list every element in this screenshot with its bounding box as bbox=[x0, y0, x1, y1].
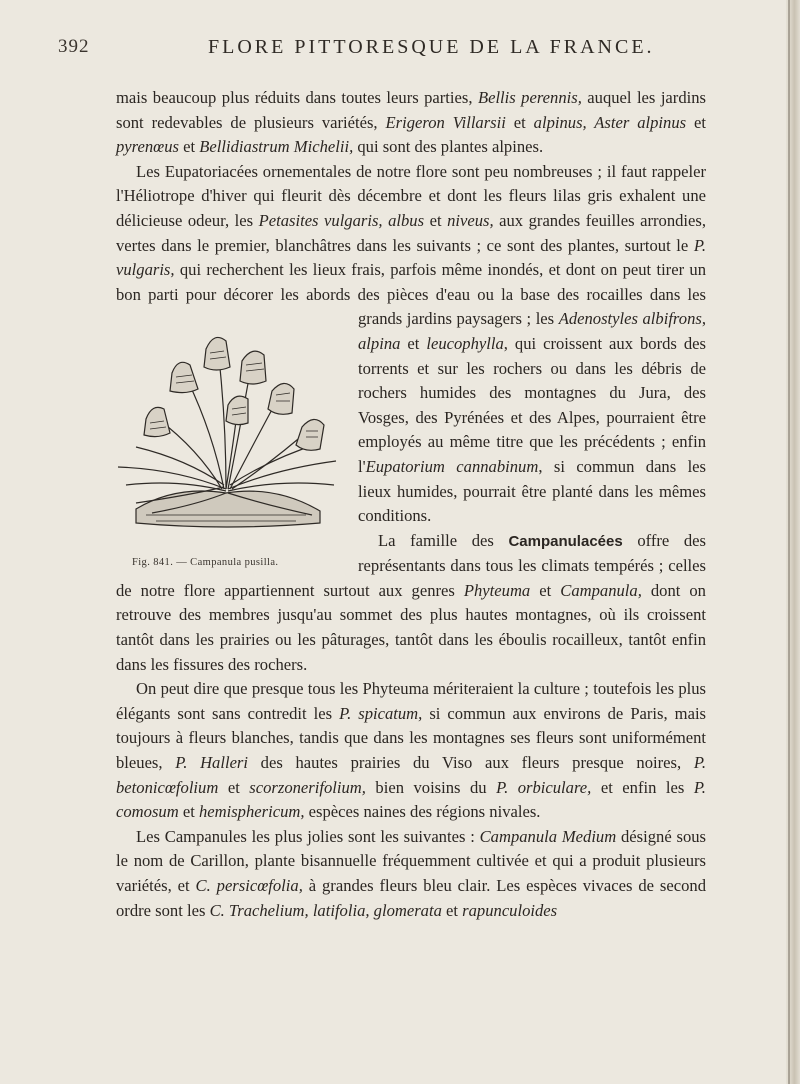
species-name: Campanula Medium bbox=[479, 826, 617, 846]
running-title: FLORE PITTORESQUE DE LA FRANCE. bbox=[208, 36, 655, 58]
text-run: dont on retrouve des membres jusqu'au sommet des plus hautes montagnes, où ils croissent tantôt dans les prairies ou les pâturages, tantôt dans les éboulis rocailleux, tantôt enfin dans les fissures des rochers. bbox=[116, 580, 706, 674]
campanula-illustration bbox=[106, 309, 346, 547]
text-run: et bbox=[218, 777, 250, 797]
figure-caption: Fig. 841. — Campanula pusilla. bbox=[132, 557, 279, 569]
species-name: P. betonicœfolium bbox=[116, 753, 706, 797]
text-run: qui sont des plantes alpines. bbox=[353, 137, 544, 157]
text-run: à grandes fleurs bleu clair. Les espèces vivaces de second ordre sont les bbox=[116, 876, 706, 920]
genus-name: Phyteuma bbox=[463, 580, 531, 600]
species-name: alpina bbox=[358, 333, 401, 353]
family-name: Campanulacées bbox=[508, 532, 623, 550]
species-name: leucophylla bbox=[426, 333, 504, 353]
text-run: , si commun dans les lieux humides, pourrait être planté dans les mêmes conditions. bbox=[358, 456, 707, 526]
page-header bbox=[58, 36, 706, 68]
species-name: C. Trachelium, latifolia, glomerata bbox=[209, 900, 442, 920]
species-name: scorzonerifolium, bbox=[249, 777, 366, 797]
text-run: mais beaucoup plus réduits dans toutes leurs parties, bbox=[116, 88, 478, 107]
paragraph-4 bbox=[116, 677, 706, 825]
species-name: Erigeron Villarsii bbox=[385, 112, 506, 132]
species-name: P. orbiculare, bbox=[496, 777, 592, 797]
species-name: P. spicatum, bbox=[339, 703, 423, 723]
text-run: offre des représentants dans tous les climats tempérés ; celles de notre flore appartiennent surtout aux genres bbox=[116, 530, 706, 600]
species-name: P. comosum bbox=[116, 777, 706, 822]
text-run: aux grandes feuilles arrondies, vertes dans le premier, blanchâtres dans les suivants ; ce sont des plantes, surtout le bbox=[116, 210, 706, 255]
genus-name: Campanula, bbox=[560, 580, 642, 600]
text-run: des hautes prairies du Viso aux fleurs presque noires, bbox=[248, 753, 694, 773]
text-run: Les Eupatoriacées ornementales de notre flore sont peu nombreuses ; il faut rappeler l'Héliotrope d'hiver qui fleurit dès décembre et dont les fleurs lilas gris exhalent une délicieuse odeur, les bbox=[116, 161, 706, 230]
text-run: et bbox=[179, 137, 200, 157]
text-run: et enfin les bbox=[591, 777, 694, 797]
species-name: Adenostyles albifrons bbox=[558, 309, 702, 329]
text-run: espèces naines des régions nivales. bbox=[304, 802, 541, 822]
page-number: 392 bbox=[58, 36, 90, 57]
text-run: bien voisins du bbox=[365, 777, 497, 797]
species-name: niveus, bbox=[447, 210, 494, 230]
figure-campanula bbox=[106, 307, 350, 577]
text-run: et bbox=[400, 333, 427, 353]
text-run: , qui croissent aux bords des torrents et sur les rochers ou dans les débris de rochers humides des montagnes du Jura, des Vosges, des Pyrénées et des Alpes, pourraient être employés au même titre que les précédents ; enfin l' bbox=[358, 333, 706, 476]
species-name: hemisphericum, bbox=[198, 802, 305, 822]
text-run: et bbox=[505, 112, 534, 132]
species-name: P. vulgaris, bbox=[116, 235, 706, 280]
text-run: et bbox=[686, 112, 706, 132]
text-run: auquel les jardins sont redevables de plusieurs variétés, bbox=[116, 88, 706, 132]
species-name: C. persicœfolia, bbox=[195, 876, 303, 895]
paragraph-5 bbox=[116, 825, 706, 923]
text-run: On peut dire que presque tous les Phyteuma mériteraient la culture ; toutefois les plus élégants sont sans contredit les bbox=[116, 679, 706, 723]
text-run: et bbox=[530, 580, 561, 600]
species-name: Eupatorium cannabinum bbox=[365, 456, 539, 476]
paragraph-1 bbox=[116, 86, 706, 160]
species-name: rapunculoides bbox=[462, 900, 558, 920]
text-run: , bbox=[701, 309, 706, 329]
text-run: si commun aux environs de Paris, mais toujours à fleurs blanches, tandis que dans les montagnes ses fleurs sont uniformément bleues, bbox=[116, 703, 707, 773]
species-name: Petasites vulgaris, albus bbox=[258, 210, 425, 230]
species-name: alpinus, Aster alpinus bbox=[533, 112, 687, 132]
text-run: et bbox=[424, 210, 448, 230]
species-name: pyrenœus bbox=[116, 137, 179, 157]
text-run: et bbox=[441, 900, 463, 920]
text-run: Les Campanules les plus jolies sont les suivantes : bbox=[136, 826, 480, 846]
page-edge-line bbox=[788, 0, 790, 1084]
species-name: Bellidiastrum Michelii, bbox=[199, 137, 354, 157]
species-name: P. Halleri bbox=[175, 753, 248, 773]
body-text bbox=[116, 86, 706, 923]
text-run: La famille des bbox=[378, 530, 509, 550]
species-name: Bellis perennis, bbox=[477, 88, 582, 107]
text-run: désigné sous le nom de Carillon, plante bisannuelle fréquemment cultivée et qui a produit plusieurs variétés, et bbox=[116, 826, 706, 895]
text-run: qui recherchent les lieux frais, parfois même inondés, et dont on peut tirer un bon parti pour décorer les abords des pièces d'eau ou la base des rocailles dans les grands jardins paysagers ; les bbox=[116, 260, 706, 329]
text-run: et bbox=[178, 802, 199, 822]
